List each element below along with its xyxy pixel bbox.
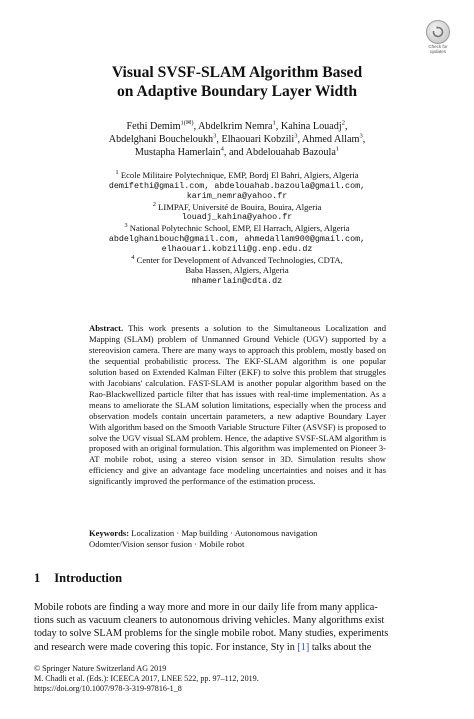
keywords-line-2: Odomter/Vision sensor fusion · Mobile robot — [89, 538, 245, 549]
section-title: Introduction — [54, 571, 123, 585]
affiliation-1 — [40, 170, 434, 181]
affil-number: 4 — [131, 253, 135, 261]
affiliations — [40, 170, 434, 287]
affil-mark-end: ) — [191, 119, 194, 127]
affil-text: National Polytechnic School, EMP, El Harrach, Algiers, Algeria — [129, 222, 350, 233]
affil-number: 2 — [152, 200, 156, 208]
badge-label-1: Check for — [428, 44, 448, 49]
intro-text: and research were made covering this topic. For instance, Sty in — [34, 641, 298, 653]
author-line-3 — [60, 146, 414, 159]
author-name: , Kahina Louadj — [275, 121, 342, 132]
author-affil: 4 — [220, 145, 224, 153]
section-heading — [34, 571, 122, 586]
author-list — [60, 120, 414, 159]
keywords-line-1 — [89, 528, 386, 539]
intro-text: talks about the — [309, 641, 372, 653]
affil-email[interactable]: louadj_kahina@yahoo.fr — [181, 212, 293, 223]
author-affil: 3 — [213, 132, 217, 140]
author-affil: 3 — [294, 132, 298, 140]
keywords — [89, 528, 386, 550]
refresh-icon — [426, 20, 450, 44]
badge-label-2: updates — [429, 49, 446, 54]
affil-text: Baba Hassen, Algiers, Algeria — [185, 265, 289, 276]
title-line-2: on Adaptive Boundary Layer Width — [116, 83, 358, 100]
author-name[interactable]: Fethi Demim — [126, 121, 181, 132]
intro-paragraph — [34, 601, 441, 654]
affil-mark: 1( — [180, 119, 186, 127]
check-for-updates-badge[interactable] — [425, 20, 451, 54]
author-line-2: Abdelghani Boucheloukh$^3$, Elhaouari Kobzili$^3$, Ahmed Allam$^3$, — [108, 132, 366, 145]
affiliation-4 — [40, 255, 434, 266]
envelope-icon[interactable]: ✉ — [185, 119, 192, 127]
title-line-1: Visual SVSF-SLAM Algorithm Based — [111, 64, 363, 81]
author-line-1: Fethi Demim$^{1(✉)}$, Abdelkrim Nemra$^1$, Kahina Louadj$^2$, — [126, 119, 348, 132]
affil-text: Ecole Militaire Polytechnique, EMP, Bordj El Bahri, Algiers, Algeria — [120, 170, 359, 180]
author-affil: 1 — [272, 119, 276, 127]
affiliation-3 — [40, 223, 434, 234]
author-affil: 1 — [335, 145, 340, 153]
affil-email[interactable]: mhamerlain@cdta.dz — [191, 275, 283, 286]
affil-text: Center for Development of Advanced Technologies, CDTA, — [136, 254, 343, 265]
affiliation-2 — [40, 202, 434, 213]
doi-link[interactable]: https://doi.org/10.1007/978-3-319-97816-1_8 — [34, 684, 182, 693]
section-number: 1 — [34, 571, 41, 585]
author-name: Abdelghani Boucheloukh — [108, 134, 214, 145]
intro-line-4 — [34, 641, 441, 654]
author-affil: 3 — [359, 132, 363, 140]
author-name: , Abdelkrim Nemra — [193, 121, 273, 132]
author-name: , Elhaouari Kobzili — [216, 134, 295, 145]
paper-title — [40, 63, 434, 101]
affil-email[interactable]: karim_nemra@yahoo.fr — [186, 191, 288, 202]
abstract-label: Abstract. — [89, 323, 124, 333]
affil-text: LIMPAF, Université de Bouira, Bouira, Algeria — [158, 201, 322, 212]
author-name: , and Abdelouahab Bazoula — [223, 147, 336, 158]
keywords-text: Localization · Map building · Autonomous navigation — [131, 528, 318, 538]
author-name: Mustapha Hamerlain — [134, 147, 221, 158]
copyright-line: © Springer Nature Switzerland AG 2019 — [34, 664, 167, 673]
abstract — [89, 323, 386, 487]
intro-line: today to solve SLAM problems for the single mobile robot. Many studies, experiments — [34, 628, 389, 640]
citation-line: M. Chadli et al. (Eds.): ICEECA 2017, LNEE 522, pp. 97–112, 2019. — [34, 674, 259, 683]
author-name: , Ahmed Allam — [297, 134, 360, 145]
citation-link[interactable]: [1] — [297, 641, 310, 653]
intro-line: tions such as vacuum cleaners to autonomous driving vehicles. Many algorithms exist — [34, 615, 385, 627]
copyright-footer — [34, 664, 259, 694]
keywords-label: Keywords: — [89, 528, 130, 538]
author-affil — [181, 120, 194, 127]
author-affil: 2 — [341, 119, 345, 127]
affil-email[interactable]: abdelghanibouch@gmail.com, ahmedallam900@gmail.com, — [108, 233, 366, 244]
affil-number: 1 — [115, 169, 119, 177]
intro-line: Mobile robots are finding a way more and more in our daily life from many applica- — [34, 602, 378, 613]
refresh-icon-svg — [431, 25, 445, 39]
affil-email[interactable]: demifethi@gmail.com, abdelouahab.bazoula@gmail.com, — [108, 180, 366, 191]
affil-number: 3 — [124, 222, 128, 230]
abstract-body: This work presents a solution to the Simultaneous Localization and Mapping (SLAM) problem of Unmanned Ground Vehicle (UGV) supported by a stereovision camera. There are many ways to approach this problem, mostly based on the sequential probabilistic process. The EKF-SLAM algorithm is one popular solution based on Extended Kalman Filter (EKF) to solve this problem that struggles with Jacobians' calculation. FAST-SLAM is another popular algorithm based on the Rao-Blackwellized particle filter that has issues with real-time implementation. As a means to ameliorate the SLAM solution limitations, especially when the process and observation models contain uncertain parameters, a new adaptive Boundary Layer With algorithm based on the Smooth Variable Structure Filter (ASVSF) is proposed to solve the UGV visual SLAM problem. Hence, the adaptive SVSF-SLAM algorithm is proposed with an original formulation. This algorithm was implemented on Pioneer 3-AT mobile robot, using a stereo vision sensor in 3D. Simulation results show efficiency and give an advantage face modeling uncertainties and noises and it has significantly improved the performance of the estimation process. — [89, 323, 386, 487]
affil-email[interactable]: elhaouari.kobzili@g.enp.edu.dz — [161, 244, 313, 255]
